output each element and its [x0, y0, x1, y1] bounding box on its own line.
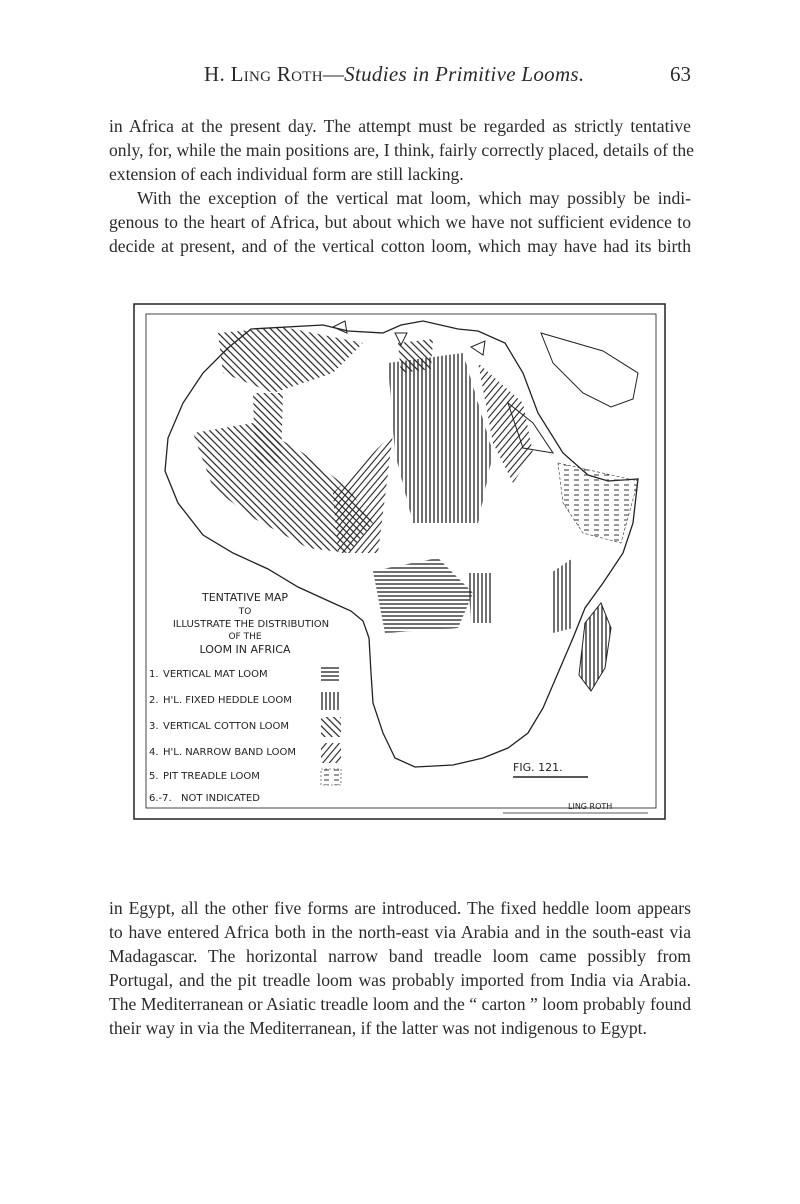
legend-item-6: [149, 793, 260, 804]
island: [333, 321, 347, 333]
text-line: in Africa at the present day. The attempt must be regarded as strictly tentative: [109, 116, 691, 136]
legend-swatch: [321, 743, 341, 763]
map-title-line: TO: [238, 607, 252, 617]
running-title: [204, 62, 584, 87]
legend-number: 3.: [149, 721, 159, 732]
text-line: in Egypt, all the other five forms are introduced. The fixed heddle loom appears: [109, 898, 691, 918]
legend-swatch: [321, 717, 341, 737]
legend-label: VERTICAL MAT LOOM: [163, 669, 268, 680]
legend-swatch: [321, 667, 339, 683]
title-dash: —: [322, 62, 345, 86]
legend-item-4: [149, 743, 341, 763]
area-narrow-band-loom: [333, 433, 393, 553]
legend-label: PIT TREADLE LOOM: [163, 771, 260, 782]
area-fixed-heddle-loom-north: [388, 353, 493, 523]
text-line: to have entered Africa both in the north-east via Arabia and in the south-east via: [109, 922, 691, 942]
legend-item-5: [149, 769, 341, 785]
legend-number: 6.-7.: [149, 793, 172, 804]
text-line: only, for, while the main positions are, I think, fairly correctly placed, details of the: [109, 140, 694, 160]
area-pit-treadle-loom: [558, 463, 638, 543]
africa-loom-map-figure: [133, 303, 666, 820]
legend-swatch: [319, 692, 341, 710]
text-line: their way in via the Mediterranean, if the latter was not indigenous to Egypt.: [109, 1018, 647, 1038]
page-number: 63: [670, 62, 691, 86]
area-vertical-cotton-loom-band: [253, 393, 283, 463]
paragraph-1: [109, 114, 694, 186]
legend-item-1: [149, 667, 339, 683]
map-title-line: OF THE: [228, 632, 262, 642]
legend-label: H'L. NARROW BAND LOOM: [163, 747, 296, 758]
legend-item-3: [149, 717, 341, 737]
text-line: The Mediterranean or Asiatic treadle loom and the “ carton ” loom probably found: [109, 994, 691, 1014]
text-line: decide at present, and of the vertical cotton loom, which may have had its birth: [109, 236, 691, 256]
signature: LING ROTH: [568, 802, 613, 811]
arabia-outline: [541, 333, 638, 407]
paragraph-3: [109, 896, 691, 1040]
author-name: Ling Roth: [230, 62, 323, 86]
legend-label: VERTICAL COTTON LOOM: [163, 721, 290, 732]
area-fixed-heddle-loom-south: [551, 558, 573, 633]
island: [471, 341, 485, 355]
figure-label: FIG. 121.: [513, 761, 563, 774]
paragraph-2: [109, 186, 691, 258]
legend-number: 5.: [149, 771, 159, 782]
legend-swatch: [321, 769, 341, 785]
area-cotton-egypt: [398, 339, 433, 373]
area-vertical-mat-loom: [373, 558, 473, 633]
map-title-line: TENTATIVE MAP: [201, 591, 289, 604]
area-fixed-heddle-loom-east: [468, 573, 493, 623]
running-header: [109, 62, 691, 92]
legend-label: NOT INDICATED: [181, 793, 260, 804]
legend-number: 1.: [149, 669, 159, 680]
legend-number: 4.: [149, 747, 159, 758]
legend-label: H'L. FIXED HEDDLE LOOM: [163, 695, 292, 706]
text-line: With the exception of the vertical mat loom, which may possibly be indi-: [137, 188, 691, 208]
text-line: extension of each individual form are still lacking.: [109, 164, 464, 184]
map-title-line: ILLUSTRATE THE DISTRIBUTION: [172, 619, 330, 630]
text-line: genous to the heart of Africa, but about which we have not sufficient evidence to: [109, 212, 691, 232]
legend-item-2: [149, 692, 341, 710]
map-title-line: LOOM IN AFRICA: [199, 643, 291, 656]
legend-number: 2.: [149, 695, 159, 706]
area-vertical-cotton-loom-north: [218, 327, 363, 393]
author-initial: H.: [204, 62, 226, 86]
map-svg: [133, 303, 666, 820]
journal-title: Studies in Primitive Looms.: [344, 62, 585, 86]
text-line: Madagascar. The horizontal narrow band treadle loom came possibly from: [109, 946, 691, 966]
text-line: Portugal, and the pit treadle loom was probably imported from India via Arabia.: [109, 970, 691, 990]
madagascar: [579, 603, 611, 691]
